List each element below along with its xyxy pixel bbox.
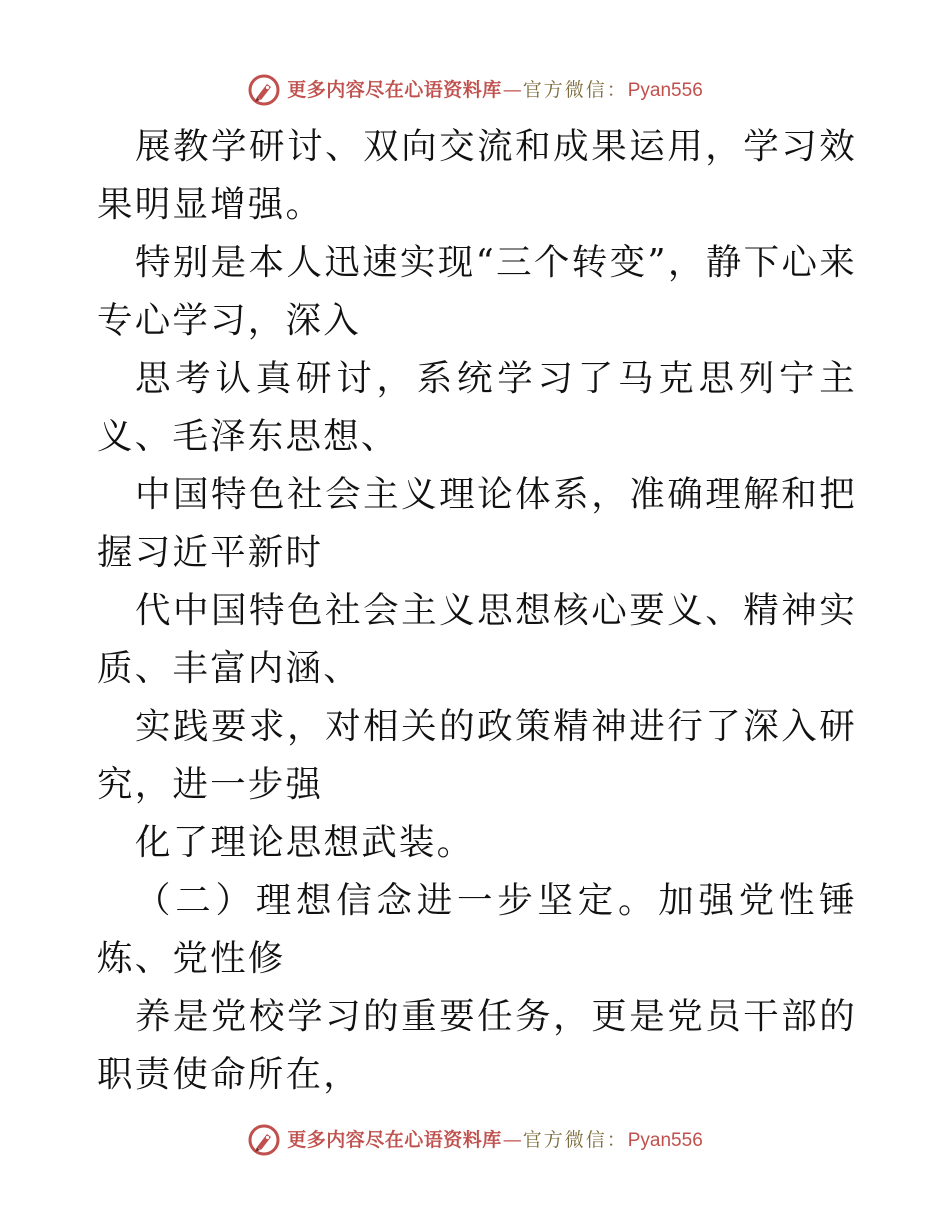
body-paragraph: 实践要求，对相关的政策精神进行了深入研究，进一步强 bbox=[97, 706, 857, 805]
header-banner-dash: — bbox=[502, 78, 522, 101]
footer-banner-text bbox=[287, 1128, 703, 1151]
footer-banner-main: 更多内容尽在心语资料库 bbox=[287, 1128, 502, 1151]
header-banner-text bbox=[287, 78, 703, 101]
header-banner-main: 更多内容尽在心语资料库 bbox=[287, 78, 502, 101]
footer-wechat-id: Pyan556 bbox=[627, 1129, 703, 1151]
body-paragraph: 展教学研讨、双向交流和成果运用，学习效果明显增强。 bbox=[97, 126, 857, 225]
header-wechat-label: 官方微信： bbox=[522, 78, 628, 101]
document-body bbox=[97, 118, 857, 1104]
pen-nib-logo-icon bbox=[247, 1123, 281, 1157]
footer-banner bbox=[0, 1120, 950, 1160]
body-paragraph: 思考认真研讨，系统学习了马克思列宁主义、毛泽东思想、 bbox=[97, 358, 857, 457]
body-paragraph: 养是党校学习的重要任务，更是党员干部的职责使命所在， bbox=[97, 996, 857, 1095]
body-paragraph: 化了理论思想武装。 bbox=[135, 822, 475, 863]
footer-banner-dash: — bbox=[502, 1128, 522, 1151]
body-paragraph: 中国特色社会主义理论体系，准确理解和把握习近平新时 bbox=[97, 474, 857, 573]
pen-nib-logo-icon bbox=[247, 73, 281, 107]
body-paragraph: 代中国特色社会主义思想核心要义、精神实质、丰富内涵、 bbox=[97, 590, 857, 689]
header-wechat-id: Pyan556 bbox=[627, 79, 703, 101]
header-banner bbox=[0, 70, 950, 110]
footer-wechat-label: 官方微信： bbox=[522, 1128, 628, 1151]
body-paragraph: 特别是本人迅速实现“三个转变”，静下心来专心学习，深入 bbox=[97, 242, 857, 341]
body-paragraph: （二）理想信念进一步坚定。加强党性锤炼、党性修 bbox=[97, 880, 857, 979]
